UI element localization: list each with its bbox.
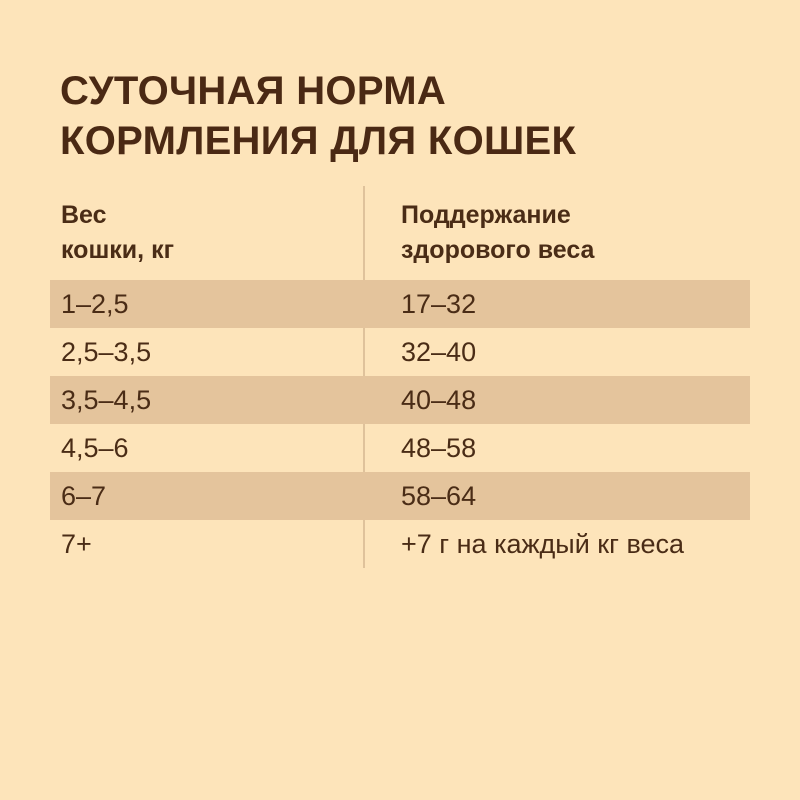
cell-weight: 6–7 <box>61 481 107 511</box>
cell-weight: 2,5–3,5 <box>61 337 152 367</box>
table-row <box>50 424 750 472</box>
header-norm <box>401 198 594 268</box>
title-line-1: СУТОЧНАЯ НОРМА <box>60 69 447 113</box>
header-weight-line-1: Вес <box>61 201 107 229</box>
header-norm-line-2: здорового веса <box>401 236 595 264</box>
cell-norm: 40–48 <box>401 385 477 415</box>
cell-weight: 3,5–4,5 <box>61 385 152 415</box>
page-title <box>60 66 760 166</box>
table-row <box>50 472 750 520</box>
cell-norm: +7 г на каждый кг веса <box>401 529 685 559</box>
title-line-2: КОРМЛЕНИЯ ДЛЯ КОШЕК <box>60 119 577 163</box>
cell-weight: 1–2,5 <box>61 289 129 319</box>
cell-norm: 32–40 <box>401 337 477 367</box>
header-weight-line-2: кошки, кг <box>61 236 174 264</box>
cell-norm: 58–64 <box>401 481 477 511</box>
feeding-table <box>50 186 750 568</box>
header-weight <box>61 198 174 268</box>
table-row <box>50 376 750 424</box>
cell-weight: 7+ <box>61 529 92 559</box>
table-row <box>50 328 750 376</box>
table-row <box>50 280 750 328</box>
cell-weight: 4,5–6 <box>61 433 129 463</box>
cell-norm: 17–32 <box>401 289 477 319</box>
header-norm-line-1: Поддержание <box>401 201 571 229</box>
table-header <box>50 186 750 280</box>
cell-norm: 48–58 <box>401 433 477 463</box>
table-row <box>50 520 750 568</box>
